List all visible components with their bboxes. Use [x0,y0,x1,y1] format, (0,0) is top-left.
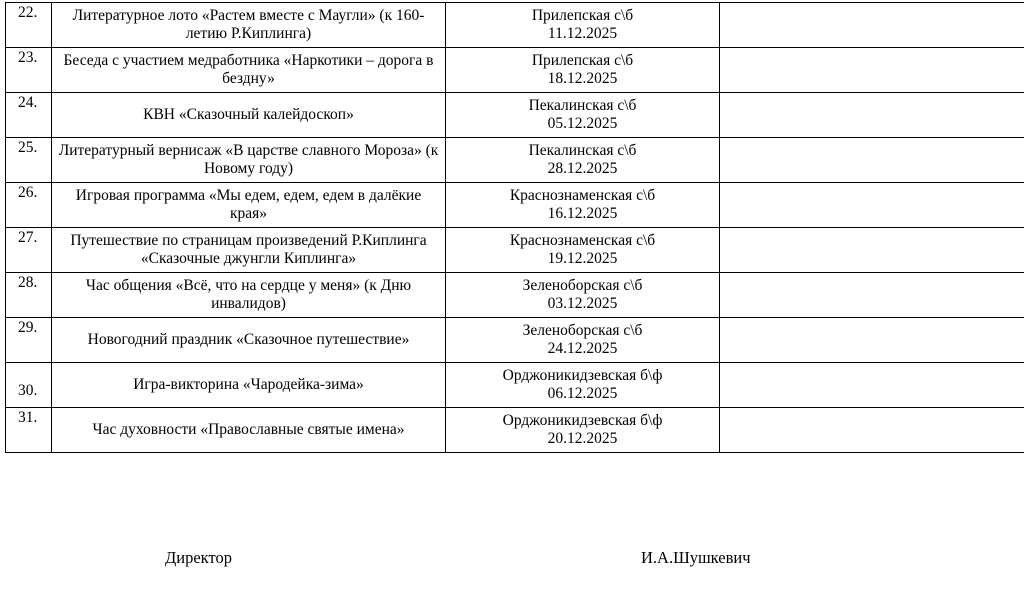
event-place: Прилепская с\б [531,7,634,24]
event-date: 06.12.2025 [547,385,618,402]
event-name: Новогодний праздник «Сказочное путешествие» [52,318,446,363]
event-place: Пекалинская с\б [528,97,637,114]
event-place-cell [446,318,720,363]
note-cell [720,363,1024,408]
event-date: 24.12.2025 [547,340,618,357]
row-number: 28. [6,273,52,318]
event-date: 16.12.2025 [547,205,618,222]
table-row [6,183,1024,228]
event-date: 05.12.2025 [547,115,618,132]
event-name: Беседа с участием медработника «Наркотики – дорога в бездну» [52,48,446,93]
table-row [6,48,1024,93]
event-date: 19.12.2025 [547,250,618,267]
row-number: 24. [6,93,52,138]
event-place: Зеленоборская с\б [522,322,643,339]
note-cell [720,138,1024,183]
event-name: Час духовности «Православные святые имена» [52,408,446,453]
row-number: 22. [6,3,52,48]
table-row [6,228,1024,273]
row-number: 25. [6,138,52,183]
table-row [6,3,1024,48]
event-place-cell [446,138,720,183]
note-cell [720,48,1024,93]
event-name: Час общения «Всё, что на сердце у меня» (к Дню инвалидов) [52,273,446,318]
row-number: 31. [6,408,52,453]
event-name: Путешествие по страницам произведений Р.Киплинга «Сказочные джунгли Киплинга» [52,228,446,273]
event-date: 11.12.2025 [547,25,618,42]
event-name: Игровая программа «Мы едем, едем, едем в далёкие края» [52,183,446,228]
event-place: Орджоникидзевская б\ф [502,367,663,384]
event-name: Литературный вернисаж «В царстве славного Мороза» (к Новому году) [52,138,446,183]
event-date: 18.12.2025 [547,70,618,87]
note-cell [720,318,1024,363]
event-date: 03.12.2025 [547,295,618,312]
table-row [6,318,1024,363]
event-place-cell [446,363,720,408]
events-table [5,2,1024,453]
event-date: 28.12.2025 [547,160,618,177]
row-number: 26. [6,183,52,228]
event-place-cell [446,183,720,228]
table-row [6,273,1024,318]
event-place: Краснознаменская с\б [509,232,656,249]
event-name: Литературное лото «Растем вместе с Маугли» (к 160-летию Р.Киплинга) [52,3,446,48]
event-place-cell [446,228,720,273]
signature-name: И.А.Шушкевич [641,548,751,567]
event-place: Орджоникидзевская б\ф [502,412,663,429]
row-number: 27. [6,228,52,273]
event-name: Игра-викторина «Чародейка-зима» [52,363,446,408]
row-number: 23. [6,48,52,93]
note-cell [720,93,1024,138]
signature-title: Директор [165,548,232,567]
row-number: 30. [6,363,52,408]
event-place: Прилепская с\б [531,52,634,69]
table-row [6,138,1024,183]
table-row [6,93,1024,138]
table-row [6,408,1024,453]
event-place: Краснознаменская с\б [509,187,656,204]
table-row [6,363,1024,408]
event-date: 20.12.2025 [547,430,618,447]
row-number: 29. [6,318,52,363]
note-cell [720,228,1024,273]
event-place-cell [446,3,720,48]
event-name: КВН «Сказочный калейдоскоп» [52,93,446,138]
event-place: Зеленоборская с\б [522,277,643,294]
event-place: Пекалинская с\б [528,142,637,159]
note-cell [720,3,1024,48]
event-place-cell [446,93,720,138]
note-cell [720,183,1024,228]
event-place-cell [446,48,720,93]
event-place-cell [446,408,720,453]
note-cell [720,273,1024,318]
event-place-cell [446,273,720,318]
note-cell [720,408,1024,453]
